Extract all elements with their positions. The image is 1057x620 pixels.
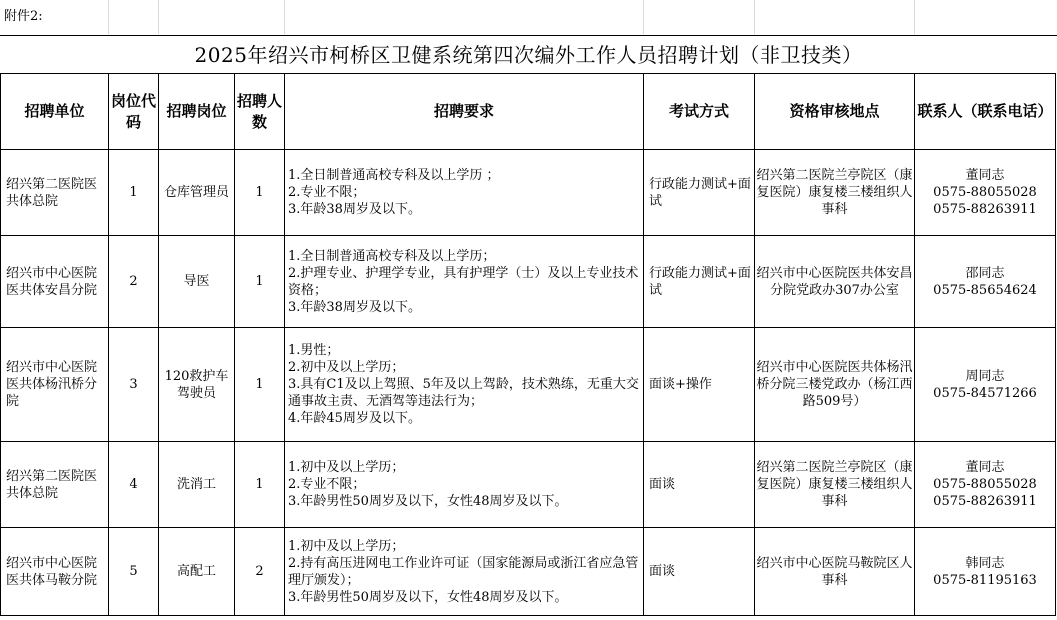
header-code: 岗位代码 [109, 74, 159, 150]
contact-phone: 0575-88263911 [933, 494, 1037, 509]
table-row [1, 236, 1056, 328]
unit-cell: 绍兴第二医院医共体总院 [1, 150, 109, 236]
requirement-line: 1.全日制普通高校专科及以上学历 ； [288, 168, 500, 183]
attachment-label: 附件2: [4, 9, 43, 24]
exam-cell: 面谈+操作 [644, 328, 755, 442]
requirement-line: 2.初中及以上学历； [288, 360, 405, 375]
header-row [1, 74, 1056, 150]
contact-phone: 0575-85654624 [933, 282, 1037, 298]
requirements-cell [285, 328, 644, 442]
requirement-line: 3.具有C1及以上驾照、5年及以上驾龄，技术熟练，无重大交通事故主责、无酒驾等违法行为； [288, 377, 639, 409]
header-unit: 招聘单位 [1, 74, 109, 150]
table-row [1, 528, 1056, 616]
contact-cell [915, 328, 1056, 442]
page-title: 2025年绍兴市柯桥区卫健系统第四次编外工作人员招聘计划（非卫技类） [0, 35, 1057, 74]
requirement-line: 3.年龄男性50周岁及以下，女性48周岁及以下。 [288, 589, 568, 605]
unit-cell: 绍兴第二医院医共体总院 [1, 442, 109, 528]
count-cell: 1 [235, 236, 285, 328]
code-cell: 4 [109, 442, 159, 528]
table-row [1, 150, 1056, 236]
table-row [1, 328, 1056, 442]
contact-phone: 0575-88055028 [933, 185, 1037, 200]
contact-cell [915, 150, 1056, 236]
contact-cell [915, 528, 1056, 616]
header-requirements: 招聘要求 [285, 74, 644, 150]
exam-cell: 行政能力测试+面试 [644, 236, 755, 328]
contact-cell [915, 236, 1056, 328]
post-cell: 导医 [159, 236, 235, 328]
post-cell: 高配工 [159, 528, 235, 616]
recruitment-table [0, 73, 1056, 616]
contact-name: 邵同志 [965, 265, 1005, 281]
requirement-line: 2.护理专业、护理学专业，具有护理学（士）及以上专业技术资格； [288, 265, 639, 298]
requirement-line: 1.初中及以上学历； [288, 460, 405, 475]
requirements-cell [285, 528, 644, 616]
count-cell: 1 [235, 328, 285, 442]
contact-name: 董同志 [965, 460, 1005, 475]
contact-name: 董同志 [965, 168, 1005, 183]
count-cell: 1 [235, 442, 285, 528]
header-location: 资格审核地点 [755, 74, 915, 150]
code-cell: 5 [109, 528, 159, 616]
requirement-line: 3.年龄男性50周岁及以下，女性48周岁及以下。 [288, 494, 568, 509]
contact-name: 韩同志 [965, 555, 1005, 571]
code-cell: 1 [109, 150, 159, 236]
exam-cell: 行政能力测试+面试 [644, 150, 755, 236]
post-cell: 仓库管理员 [159, 150, 235, 236]
header-contact: 联系人（联系电话） [915, 74, 1056, 150]
header-post: 招聘岗位 [159, 74, 235, 150]
header-exam: 考试方式 [644, 74, 755, 150]
post-cell: 120救护车驾驶员 [159, 328, 235, 442]
unit-cell: 绍兴市中心医院医共体安昌分院 [1, 236, 109, 328]
location-cell: 绍兴市中心医院医共体安昌分院党政办307办公室 [755, 236, 915, 328]
code-cell: 2 [109, 236, 159, 328]
location-cell: 绍兴市中心医院马鞍院区人事科 [755, 528, 915, 616]
requirement-line: 1.男性； [288, 343, 340, 358]
table-row [1, 442, 1056, 528]
location-cell: 绍兴市中心医院医共体杨汛桥分院三楼党政办（杨江西路509号） [755, 328, 915, 442]
requirements-cell [285, 150, 644, 236]
exam-cell: 面谈 [644, 528, 755, 616]
contact-phone: 0575-81195163 [933, 572, 1037, 588]
unit-cell: 绍兴市中心医院医共体杨汛桥分院 [1, 328, 109, 442]
location-cell: 绍兴第二医院兰亭院区（康复医院）康复楼三楼组织人事科 [755, 442, 915, 528]
contact-cell [915, 442, 1056, 528]
unit-cell: 绍兴市中心医院医共体马鞍分院 [1, 528, 109, 616]
count-cell: 2 [235, 528, 285, 616]
exam-cell: 面谈 [644, 442, 755, 528]
contact-name: 周同志 [965, 368, 1005, 384]
requirements-cell [285, 442, 644, 528]
requirement-line: 3.年龄38周岁及以下。 [288, 202, 421, 217]
contact-phone: 0575-84571266 [933, 385, 1037, 401]
requirement-line: 2.专业不限； [288, 185, 366, 200]
post-cell: 洗消工 [159, 442, 235, 528]
contact-phone: 0575-88263911 [933, 202, 1037, 217]
requirement-line: 3.年龄38周岁及以下。 [288, 299, 421, 315]
contact-phone: 0575-88055028 [933, 477, 1037, 492]
requirement-line: 2.专业不限； [288, 477, 366, 492]
requirements-cell [285, 236, 644, 328]
requirement-line: 1.全日制普通高校专科及以上学历； [288, 248, 496, 264]
header-count: 招聘人数 [235, 74, 285, 150]
count-cell: 1 [235, 150, 285, 236]
requirement-line: 2.持有高压进网电工作业许可证（国家能源局或浙江省应急管理厅颁发）； [288, 555, 639, 588]
code-cell: 3 [109, 328, 159, 442]
top-grid-row [0, 0, 1057, 34]
location-cell: 绍兴第二医院兰亭院区（康复医院）康复楼三楼组织人事科 [755, 150, 915, 236]
requirement-line: 4.年龄45周岁及以下。 [288, 411, 421, 426]
requirement-line: 1.初中及以上学历； [288, 538, 405, 554]
